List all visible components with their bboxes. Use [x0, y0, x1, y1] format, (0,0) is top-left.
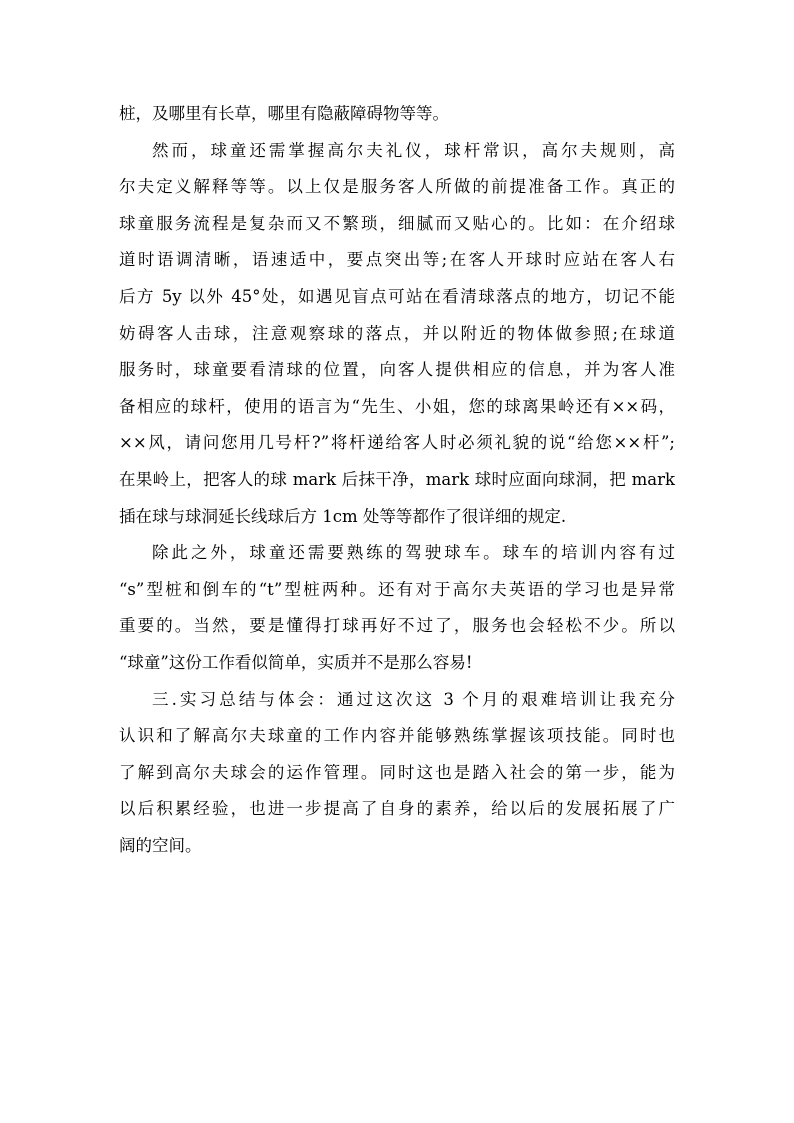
- paragraph-3: [119, 535, 675, 681]
- text-line: 了解到高尔夫球会的运作管理。同时这也是踏入社会的第一步，能为: [119, 762, 675, 782]
- text-line: 插在球与球洞延长线球后方 1cm 处等等都作了很详细的规定.: [119, 506, 567, 526]
- text-line: 然而，球童还需掌握高尔夫礼仪，球杆常识，高尔夫规则，高: [152, 140, 675, 160]
- text-line: 认识和了解高尔夫球童的工作内容并能够熟练掌握该项技能。同时也: [119, 726, 675, 746]
- text-line: 球童服务流程是复杂而又不繁琐，细腻而又贴心的。比如：在介绍球: [119, 213, 675, 233]
- paragraph-1: [119, 96, 675, 133]
- text-line: 备相应的球杆，使用的语言为“先生、小姐，您的球离果岭还有××码，: [119, 396, 675, 416]
- paragraph-2: [119, 133, 675, 536]
- text-line: 阔的空间。: [119, 835, 202, 855]
- text-line: “球童”这份工作看似简单，实质并不是那么容易!: [119, 652, 473, 672]
- text-line: 妨碍客人击球，注意观察球的落点，并以附近的物体做参照;在球道: [119, 323, 675, 343]
- text-line: 尔夫定义解释等等。以上仅是服务客人所做的前提准备工作。真正的: [119, 177, 675, 197]
- text-line: 桩，及哪里有长草，哪里有隐蔽障碍物等等。: [119, 104, 449, 123]
- text-line: 在果岭上，把客人的球 mark 后抹干净，mark 球时应面向球洞，把 mark: [119, 469, 675, 489]
- text-line: 以后积累经验，也进一步提高了自身的素养，给以后的发展拓展了广: [119, 799, 675, 819]
- paragraph-4: [119, 682, 675, 865]
- text-line: 道时语调清晰，语速适中，要点突出等;在客人开球时应站在客人右: [119, 250, 675, 270]
- text-line: 除此之外，球童还需要熟练的驾驶球车。球车的培训内容有过: [152, 543, 675, 563]
- text-line: ××风，请问您用几号杆?”将杆递给客人时必须礼貌的说“给您××杆”;: [119, 433, 675, 453]
- text-line: 重要的。当然，要是懂得打球再好不过了，服务也会轻松不少。所以: [119, 616, 675, 636]
- text-line: 服务时，球童要看清球的位置，向客人提供相应的信息，并为客人准: [119, 360, 675, 380]
- text-line: 三.实习总结与体会：通过这次这 3 个月的艰难培训让我充分: [152, 689, 675, 709]
- text-line: 后方 5y 以外 45°处，如遇见盲点可站在看清球落点的地方，切记不能: [119, 286, 675, 306]
- text-line: “s”型桩和倒车的“t”型桩两种。还有对于高尔夫英语的学习也是异常: [119, 579, 675, 599]
- document-body: [119, 96, 675, 864]
